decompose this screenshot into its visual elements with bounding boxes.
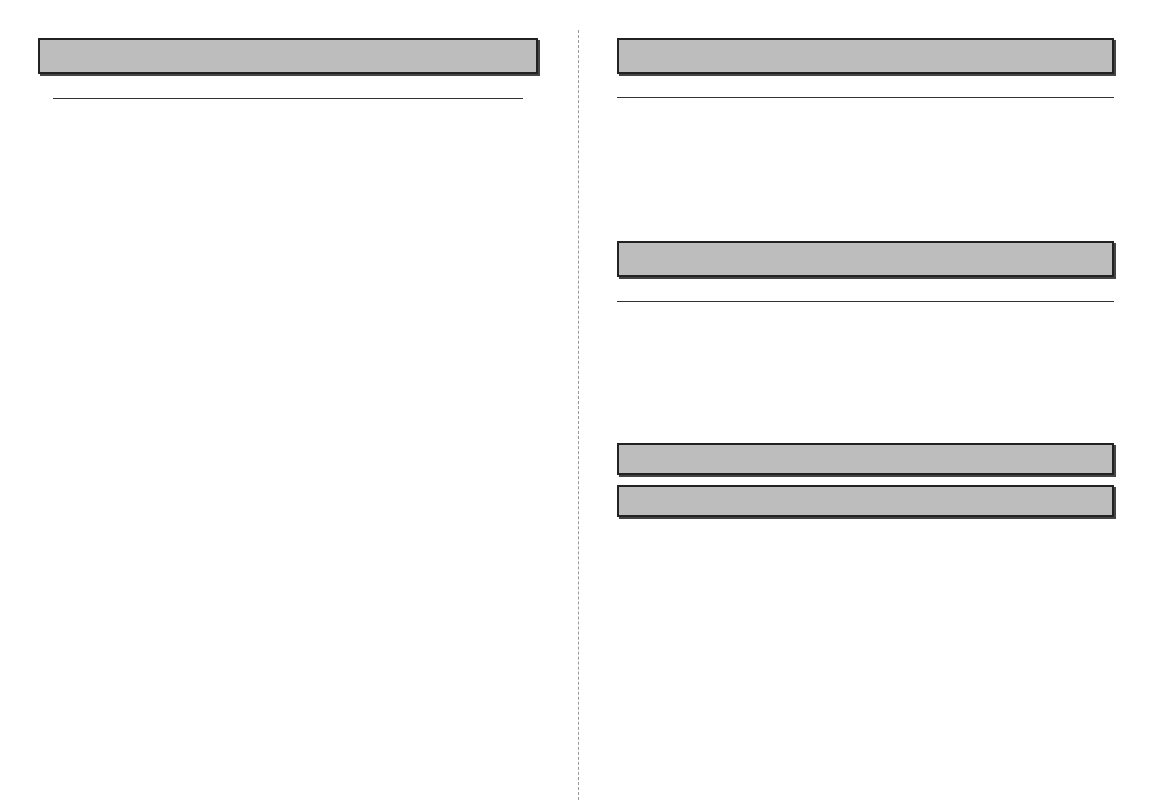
sunday-worship-banner (38, 38, 538, 74)
wednesday-info (617, 283, 1114, 302)
column-divider (578, 30, 579, 800)
praise-info (617, 79, 1114, 98)
wednesday-study-banner (617, 241, 1114, 277)
dawn-prayer-banner (617, 443, 1114, 475)
praise-worship-banner (617, 38, 1114, 74)
weekly-report-banner (617, 485, 1114, 517)
sunday-service-info (53, 80, 523, 99)
